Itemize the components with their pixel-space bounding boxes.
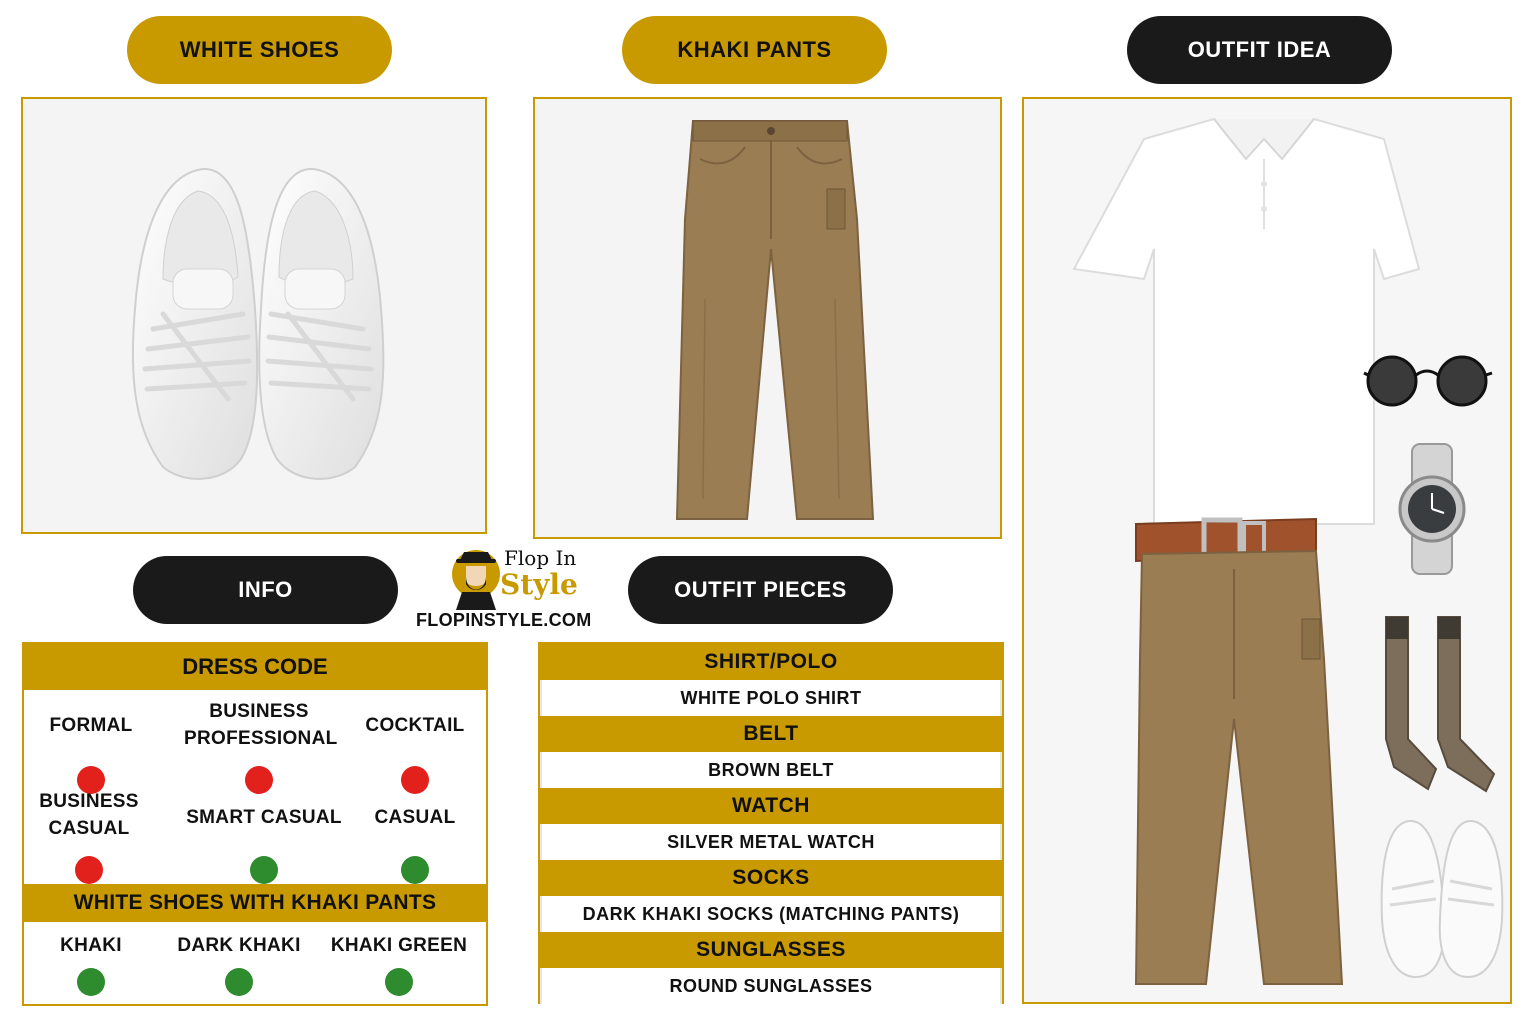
dress-code-grid [24,690,486,884]
logo-text-line2: Style [500,568,578,601]
dress-code-business-casual [14,788,164,884]
right-sneaker [259,169,383,479]
piece-category-belt: BELT [540,716,1002,752]
piece-category-shirt: SHIRT/POLO [540,644,1002,680]
dress-code-label: COCKTAIL [365,715,465,736]
status-dot-red [401,766,429,794]
piece-item-shirt: WHITE POLO SHIRT [540,680,1002,716]
outfit-khaki-pants [1136,551,1342,984]
piece-item-belt: BROWN BELT [540,752,1002,788]
outfit-illustration [1024,99,1510,1002]
outfit-idea-header: OUTFIT IDEA [1127,16,1392,84]
piece-category-sunglasses: SUNGLASSES [540,932,1002,968]
outfit-idea-image-frame [1022,97,1512,1004]
white-shoes-header: WHITE SHOES [127,16,392,84]
combo-khaki-green [324,932,474,996]
dress-code-label: BUSINESS PROFESSIONAL [184,701,338,749]
dress-code-title: DRESS CODE [24,644,486,690]
logo-text-line1: Flop In [504,546,577,570]
flopinstyle-logo [412,544,608,634]
piece-category-socks: SOCKS [540,860,1002,896]
piece-category-watch: WATCH [540,788,1002,824]
khaki-pants-image-frame [533,97,1002,539]
silver-metal-watch [1400,444,1464,574]
outfit-pieces-table [538,642,1004,1004]
site-url: FLOPINSTYLE.COM [416,610,592,630]
dress-code-formal [16,712,166,794]
dress-code-label: CASUAL [374,807,456,828]
khaki-pants-illustration [535,99,1000,537]
combo-khaki [16,932,166,996]
status-dot-red [245,766,273,794]
status-dot-green [250,856,278,884]
combo-dark-khaki [164,932,314,996]
status-dot-green [77,968,105,996]
dark-khaki-socks [1386,617,1494,791]
status-dot-green [401,856,429,884]
logo-man-icon [452,544,500,610]
piece-item-socks: DARK KHAKI SOCKS (MATCHING PANTS) [540,896,1002,932]
info-table [22,642,488,1006]
status-dot-red [75,856,103,884]
dress-code-business-professional [184,698,338,794]
dress-code-label: BUSINESS CASUAL [39,791,139,839]
combo-label: KHAKI [60,935,122,956]
dress-code-casual [340,804,490,884]
combo-row [24,922,486,1002]
khaki-pants-header: KHAKI PANTS [622,16,887,84]
info-header: INFO [133,556,398,624]
piece-item-watch: SILVER METAL WATCH [540,824,1002,860]
status-dot-green [385,968,413,996]
white-polo-shirt [1074,119,1419,524]
combo-title: WHITE SHOES WITH KHAKI PANTS [24,884,486,922]
piece-item-sunglasses: ROUND SUNGLASSES [540,968,1002,1004]
combo-label: KHAKI GREEN [330,935,468,956]
dress-code-label: FORMAL [49,715,133,736]
combo-label: DARK KHAKI [177,935,301,956]
dress-code-label: SMART CASUAL [186,807,342,828]
outfit-white-sneakers [1382,821,1503,977]
white-shoes-image-frame [21,97,487,534]
left-sneaker [133,169,257,479]
round-sunglasses [1364,357,1492,405]
outfit-pieces-header: OUTFIT PIECES [628,556,893,624]
status-dot-green [225,968,253,996]
dress-code-cocktail [340,712,490,794]
white-sneakers-illustration [23,99,485,532]
dress-code-smart-casual [184,804,344,884]
